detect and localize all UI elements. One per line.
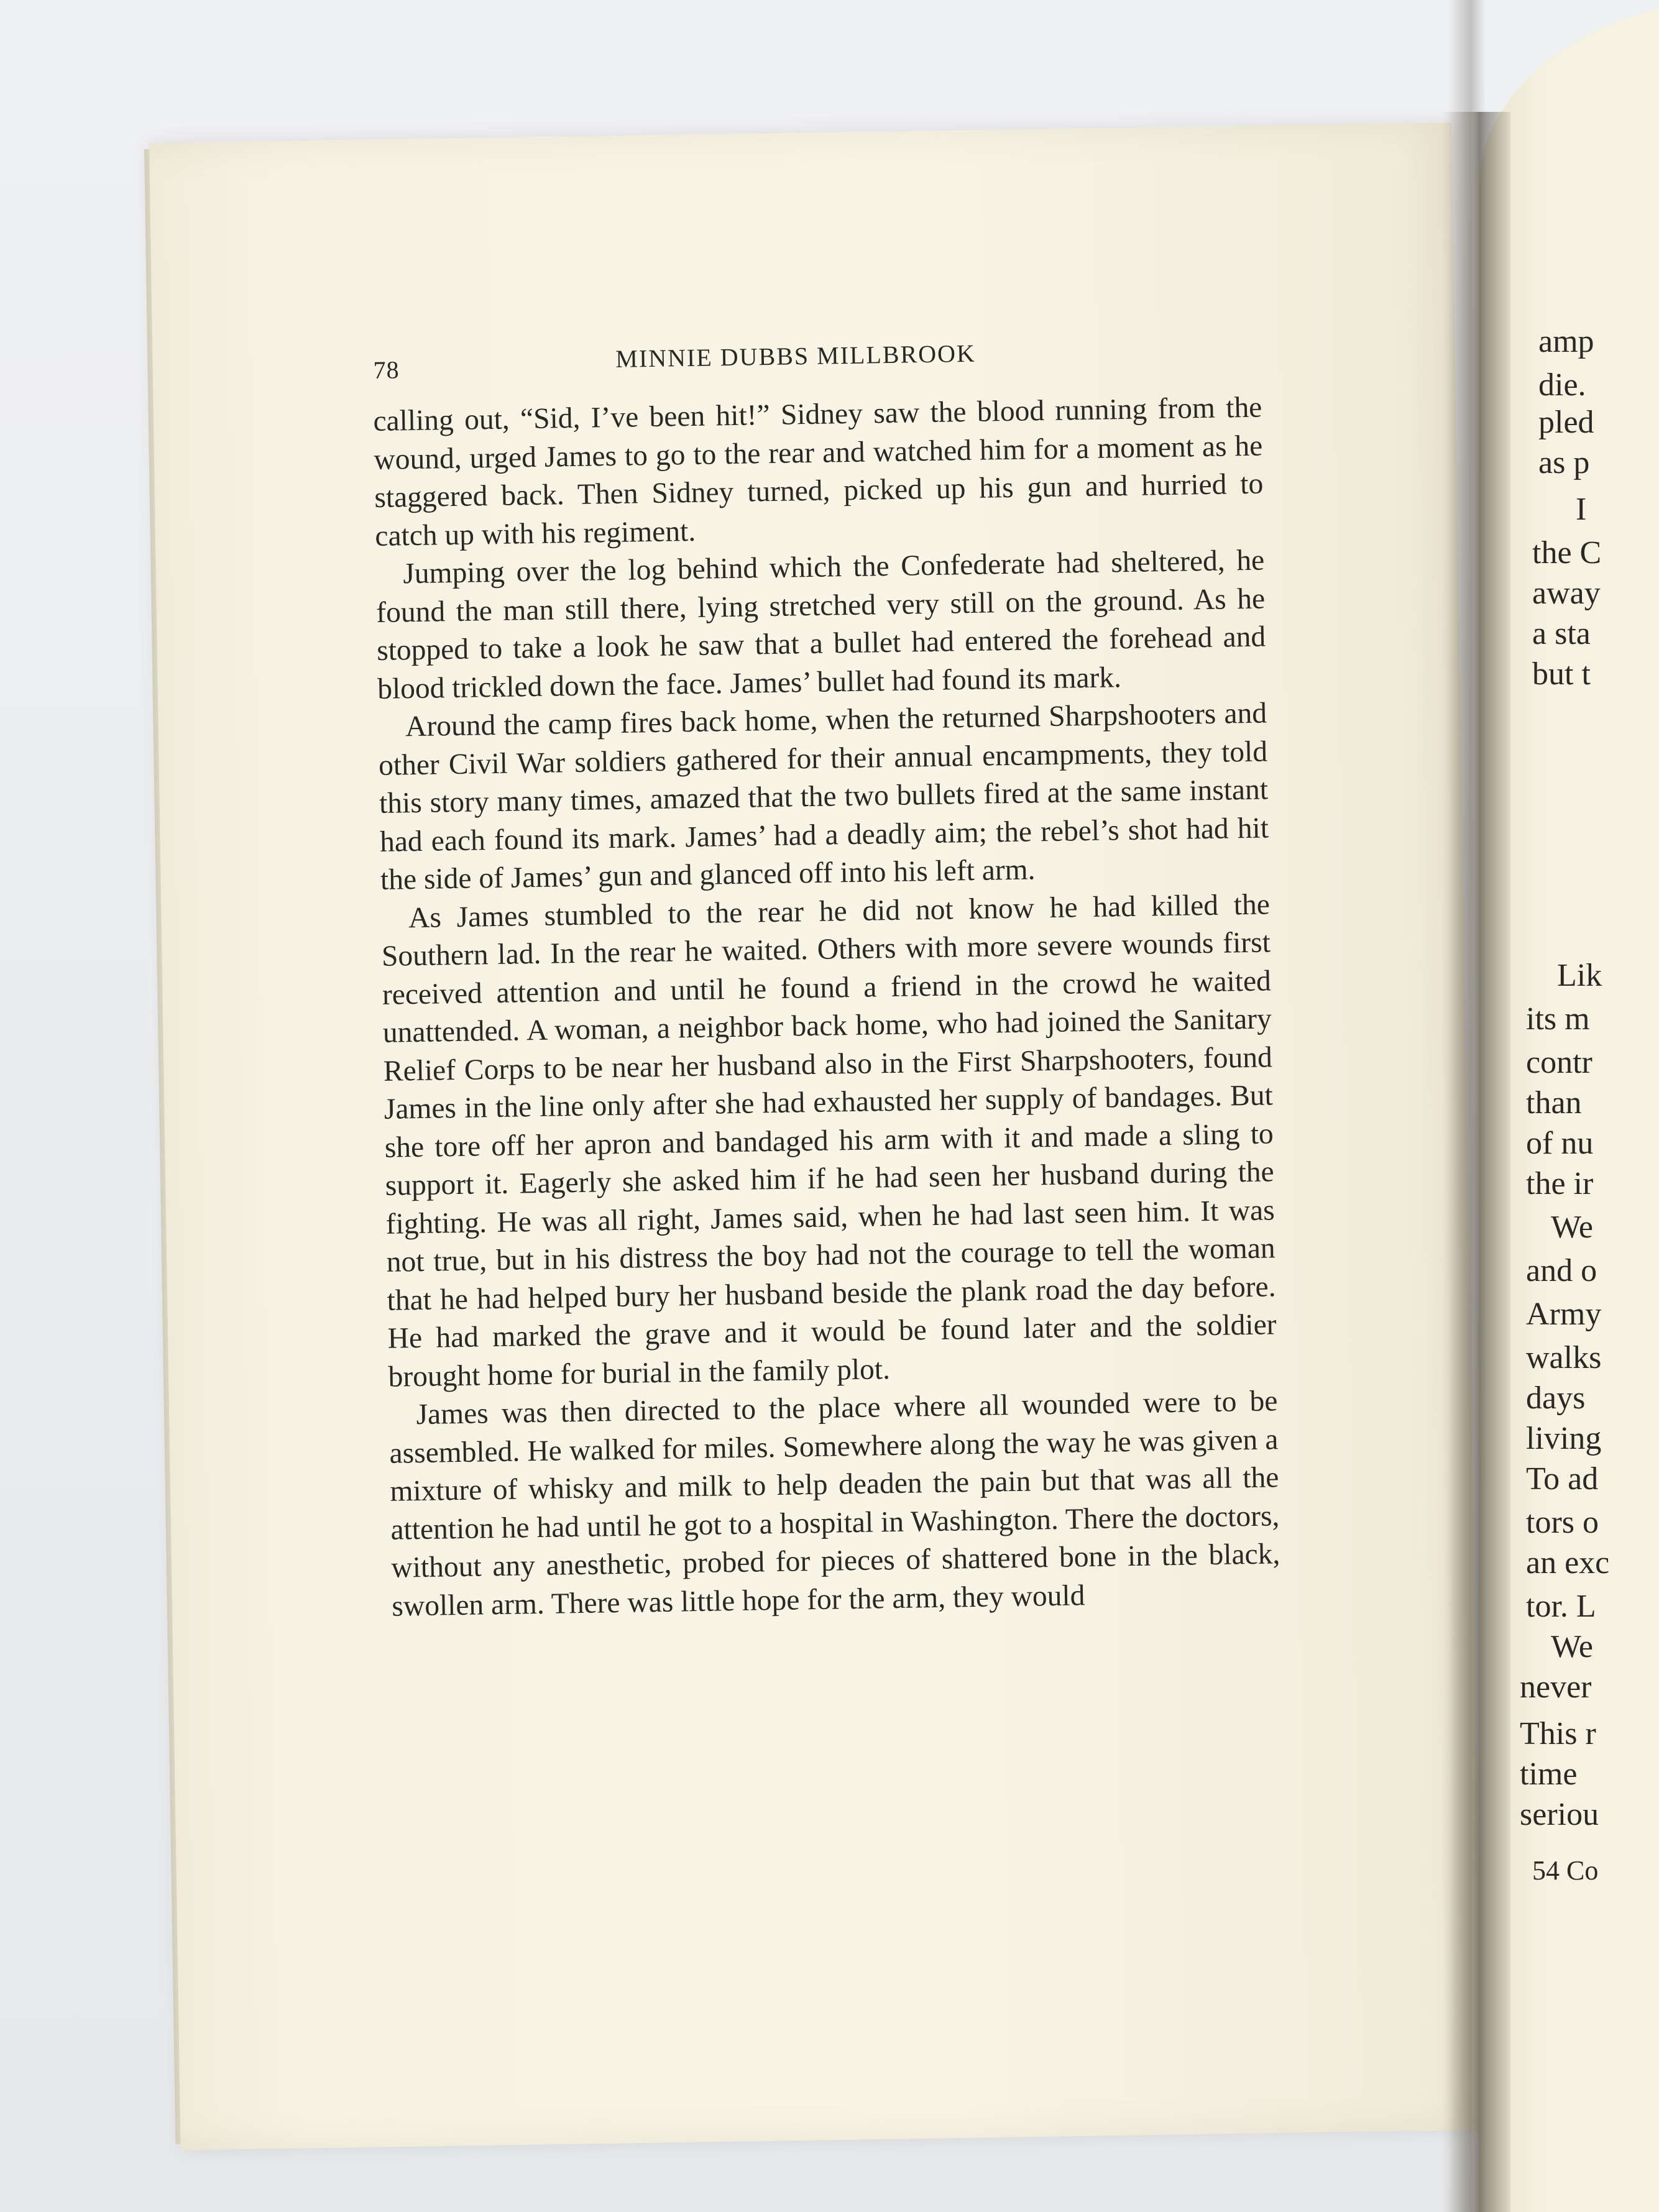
- paragraph: Jumping over the log behind which the Confederate had sheltered, he found the man still there, lying stretched very still on the ground. As he stopped to take a look he saw that a bullet had entered the forehead and blood trickled down the face. James’ bullet had found its mark.: [375, 544, 1266, 705]
- right-page-line: the C: [1532, 535, 1602, 571]
- right-page-line: walks: [1526, 1340, 1602, 1375]
- right-page-line: never: [1520, 1669, 1592, 1705]
- right-page-line: pled: [1538, 405, 1594, 440]
- right-page-line: To ad: [1526, 1461, 1599, 1497]
- body-text: [373, 389, 1281, 1626]
- right-page-line: days: [1526, 1380, 1586, 1416]
- right-page-line: a sta: [1532, 616, 1591, 651]
- right-page-line: the ir: [1526, 1166, 1594, 1201]
- right-page-line: living: [1526, 1421, 1602, 1456]
- right-page-line: contr: [1526, 1045, 1592, 1080]
- right-page-line: away: [1532, 576, 1601, 611]
- right-page-line: 54 Co: [1532, 1855, 1599, 1886]
- right-page-line: seriou: [1520, 1797, 1599, 1832]
- right-page-line: I: [1576, 492, 1587, 527]
- paragraph: James was then directed to the place where all wounded were to be assembled. He walked for miles. Somewhere along the way he was given a mixture of whisky and milk to help deaden the pain but that was all the attention he had until he got to a hospital in Washington. There the doctors, without any anesthetic, probed for pieces of shattered bone in the black, swollen arm. There was little hope for the arm, they would: [389, 1385, 1280, 1623]
- right-page-line: but t: [1532, 656, 1591, 692]
- right-page-line: than: [1526, 1085, 1582, 1121]
- right-page-line: This r: [1520, 1716, 1596, 1751]
- right-page-line: an exc: [1526, 1545, 1610, 1581]
- right-page-line: We: [1551, 1209, 1593, 1245]
- paragraph: calling out, “Sid, I’ve been hit!” Sidney saw the blood running from the wound, urged James to go to the rear and watched him for a moment as he staggered back. Then Sidney turned, picked up his gun and hurried to catch up with his regiment.: [373, 391, 1264, 553]
- right-page-line: of nu: [1526, 1126, 1594, 1161]
- right-page-line: time: [1520, 1756, 1578, 1792]
- gutter-shadow: [1448, 0, 1486, 2212]
- right-page-line: Lik: [1557, 958, 1602, 993]
- right-page-line: tors o: [1526, 1505, 1599, 1540]
- right-page-line: die.: [1538, 367, 1586, 403]
- right-page-line: its m: [1526, 1001, 1590, 1037]
- right-page-line: amp: [1538, 324, 1594, 359]
- right-page-line: We: [1551, 1629, 1593, 1664]
- running-head: MINNIE DUBBS MILLBROOK: [615, 339, 977, 373]
- paragraph: Around the camp fires back home, when the returned Sharpshooters and other Civil War soldiers gathered for their annual encampments, they told this story many times, amazed that the two bullets fired at the same instant had each found its mark. James’ had a deadly aim; the rebel’s shot had hit the side of James’ gun and glanced off into his left arm.: [378, 697, 1269, 896]
- page-number: 78: [373, 356, 400, 384]
- right-page-line: and o: [1526, 1253, 1597, 1288]
- right-page-line: Army: [1526, 1296, 1602, 1332]
- right-page-line: tor. L: [1526, 1589, 1596, 1624]
- paragraph: As James stumbled to the rear he did not know he had killed the Southern lad. In the rear he waited. Others with more severe wounds first received attention and until he found a friend in the crowd he waited unattended. A woman, a neighbor back home, who had joined the Sanitary Relief Corps to be near her husband also in the First Sharpshooters, found James in the line only after she had exhausted her supply of bandages. But she tore off her apron and bandaged his arm with it and made a sling to support it. Eagerly she asked him if he had seen her husband during the fighting. He was all right, James said, when he had last seen him. It was not true, but in his distress the boy had not the courage to tell the woman that he had helped bury her husband beside the plank road the day before. He had marked the grave and it would be found later and the soldier brought home for burial in the family plot.: [381, 888, 1277, 1393]
- right-page-line: as p: [1538, 445, 1590, 480]
